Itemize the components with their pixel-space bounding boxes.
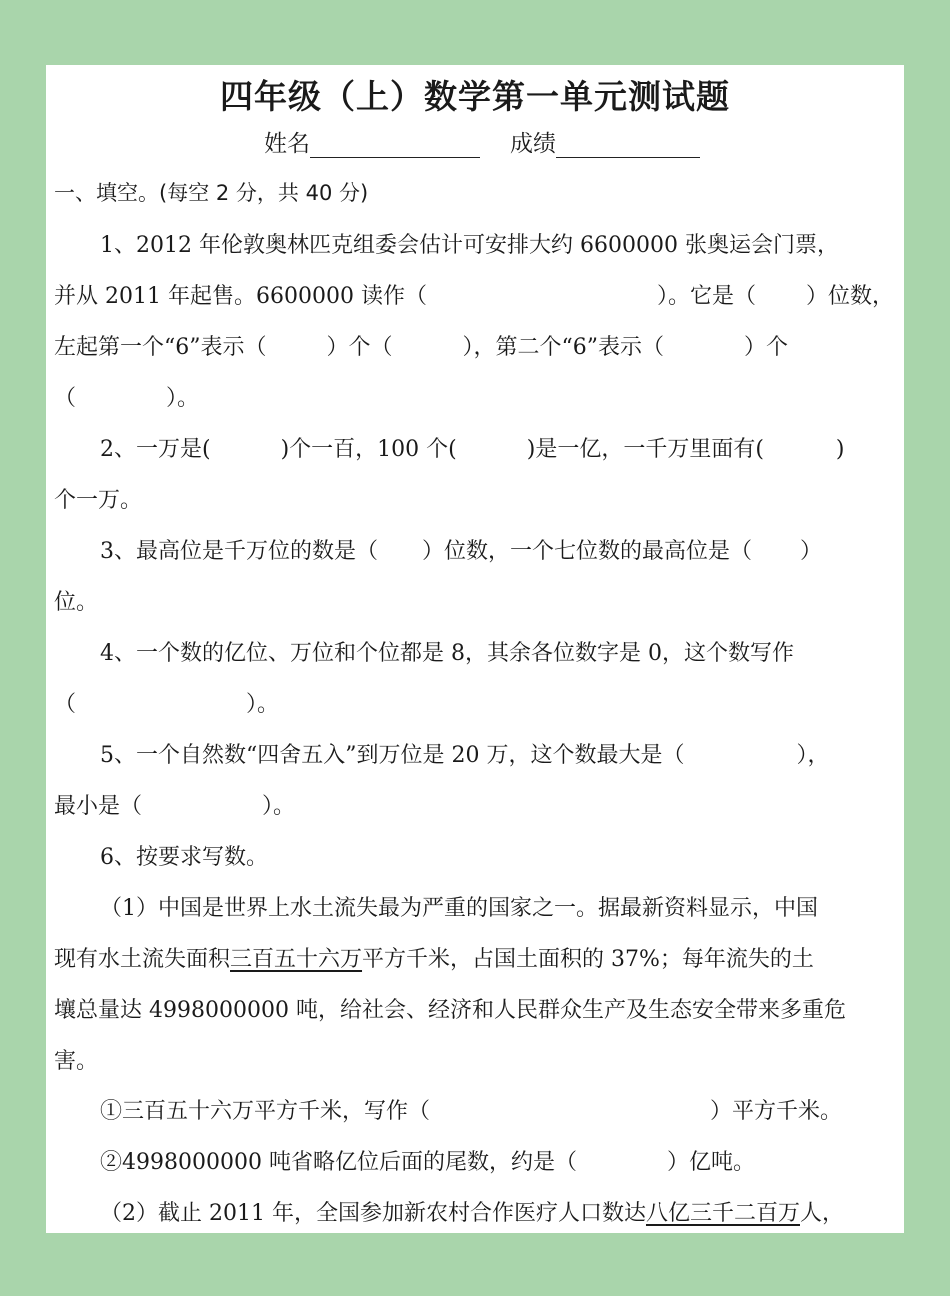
q2-text: )个一百，100 个( bbox=[280, 437, 457, 462]
q6-text: 人， bbox=[800, 1201, 845, 1226]
page-title: 四年级（上）数学第一单元测试题 bbox=[220, 77, 730, 116]
q2-text: 2、一万是( bbox=[100, 437, 211, 462]
score-blank[interactable] bbox=[556, 133, 700, 158]
q1-line3 bbox=[54, 333, 788, 363]
q2-line2: 个一万。 bbox=[54, 488, 143, 513]
q6-p1-line3: 壤总量达 4998000000 吨，给社会、经济和人民群众生产及生态安全带来多重危 bbox=[54, 998, 846, 1023]
q1-text: ）。它是（ bbox=[656, 284, 756, 309]
section-heading: 一、填空。(每空 2 分，共 40 分) bbox=[54, 181, 369, 205]
q5-line1 bbox=[100, 741, 830, 771]
q3-line1 bbox=[100, 537, 822, 567]
q6-text: （2）截止 2011 年，全国参加新农村合作医疗人口数达 bbox=[100, 1201, 646, 1226]
name-score-row bbox=[264, 125, 700, 158]
q6-heading: 6、按要求写数。 bbox=[100, 845, 268, 870]
name-blank[interactable] bbox=[310, 133, 480, 158]
underlined-number: 八亿三千二百万 bbox=[645, 1201, 800, 1226]
q6-p1-line2 bbox=[54, 945, 814, 975]
q4-text: ）。 bbox=[246, 692, 280, 717]
q3-text: ） bbox=[800, 539, 823, 564]
q6-text: ）平方千米。 bbox=[710, 1099, 843, 1124]
q5-text: 最小是（ bbox=[54, 794, 143, 819]
q1-text: ）个（ bbox=[326, 335, 393, 360]
q1-text: 并从 2011 年起售。6600000 读作（ bbox=[54, 284, 427, 309]
q1-text: （ bbox=[54, 386, 77, 411]
q6-sub1 bbox=[100, 1097, 842, 1127]
q1-line4 bbox=[54, 384, 199, 414]
q5-text: 5、一个自然数“四舍五入”到万位是 20 万，这个数最大是（ bbox=[100, 743, 685, 768]
q6-text: 平方千米，占国土面积的 37%；每年流失的土 bbox=[362, 947, 814, 972]
q5-text: ）。 bbox=[262, 794, 296, 819]
q1-text: ），第二个“6”表示（ bbox=[462, 335, 665, 360]
q6-p1-line4: 害。 bbox=[54, 1049, 99, 1074]
exam-paper bbox=[46, 65, 904, 1233]
q3-line2: 位。 bbox=[54, 590, 99, 615]
q2-text: ) bbox=[835, 437, 845, 462]
q6-text: 现有水土流失面积 bbox=[54, 947, 231, 972]
q2-text: )是一亿，一千万里面有( bbox=[526, 437, 764, 462]
q5-text: ）， bbox=[796, 743, 830, 768]
q6-sub2 bbox=[100, 1148, 755, 1178]
q6-p2-line1 bbox=[100, 1199, 844, 1229]
underlined-number: 三百五十六万 bbox=[230, 947, 363, 972]
q3-text: ）位数，一个七位数的最高位是（ bbox=[422, 539, 753, 564]
q3-text: 3、最高位是千万位的数是（ bbox=[100, 539, 378, 564]
q5-line2 bbox=[54, 792, 295, 822]
q1-text: ）个 bbox=[744, 335, 789, 360]
q6-p1-line1: （1）中国是世界上水土流失最为严重的国家之一。据最新资料显示，中国 bbox=[100, 896, 818, 921]
score-label: 成绩 bbox=[510, 131, 556, 157]
q1-line2 bbox=[54, 282, 894, 312]
name-label: 姓名 bbox=[264, 131, 310, 157]
q1-text: ）。 bbox=[166, 386, 200, 411]
q4-line2 bbox=[54, 690, 279, 720]
q1-line1: 1、2012 年伦敦奥林匹克组委会估计可安排大约 6600000 张奥运会门票， bbox=[100, 233, 839, 258]
q6-text: ①三百五十六万平方千米，写作（ bbox=[100, 1099, 431, 1124]
q1-text: ）位数， bbox=[805, 284, 894, 309]
q4-line1: 4、一个数的亿位、万位和个位都是 8，其余各位数字是 0，这个数写作 bbox=[100, 641, 794, 666]
q2-line1 bbox=[100, 435, 845, 465]
q6-text: ）亿吨。 bbox=[666, 1150, 755, 1175]
q1-text: 左起第一个“6”表示（ bbox=[54, 335, 267, 360]
q6-text: ②4998000000 吨省略亿位后面的尾数，约是（ bbox=[100, 1150, 577, 1175]
q4-text: （ bbox=[54, 692, 77, 717]
